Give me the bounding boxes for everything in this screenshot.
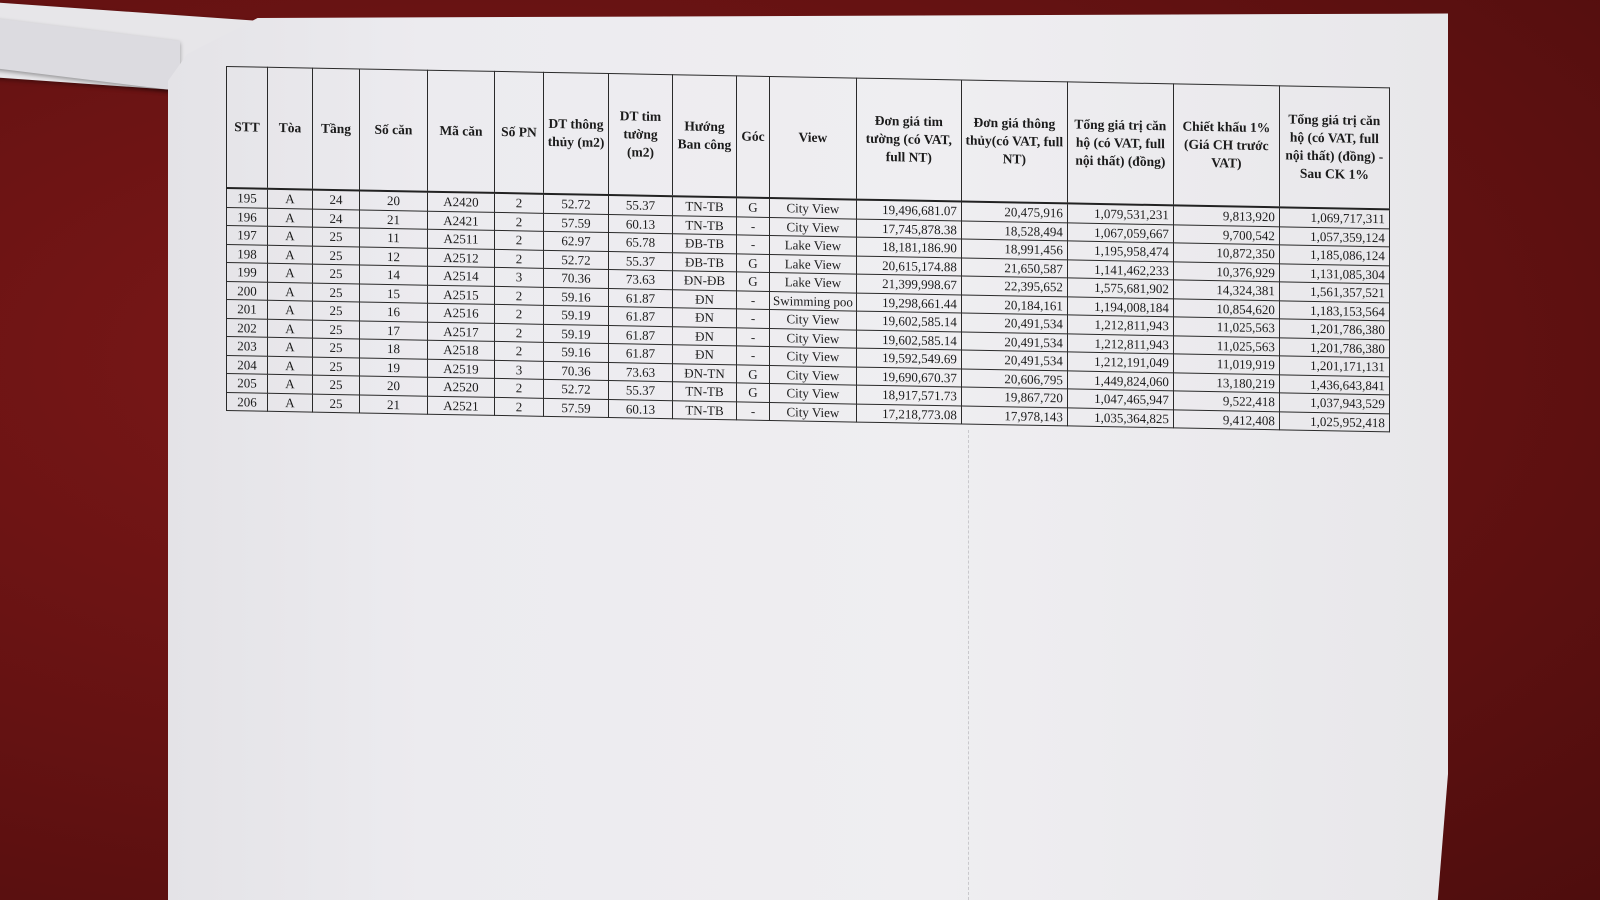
cell-tong-gia-tri-sau-ck: 1,185,086,124 (1279, 245, 1389, 266)
cell-don-gia-tim-tuong: 18,917,571.73 (856, 385, 961, 405)
apartment-price-table (226, 66, 1390, 432)
cell-tong-gia-tri: 1,035,364,825 (1067, 407, 1173, 427)
cell-dt-thong-thuy: 70.36 (544, 361, 609, 381)
cell-tong-gia-tri: 1,047,465,947 (1067, 389, 1173, 409)
cell-so-can: 20 (360, 190, 428, 210)
cell-stt: 204 (227, 355, 268, 374)
cell-tong-gia-tri: 1,079,531,231 (1067, 203, 1173, 224)
cell-huong-ban-cong: ĐB-TB (673, 252, 737, 272)
cell-don-gia-thong-thuy: 22,395,652 (961, 276, 1067, 296)
cell-so-can: 19 (360, 357, 428, 377)
cell-chiet-khau: 10,854,620 (1173, 298, 1279, 318)
cell-ma-can: A2421 (428, 211, 495, 231)
cell-so-can: 20 (360, 376, 428, 396)
header-chiet-khau: Chiết khấu 1% (Giá CH trước VAT) (1173, 84, 1279, 207)
cell-dt-thong-thuy: 59.16 (544, 342, 609, 362)
header-tang: Tầng (313, 68, 360, 190)
cell-toa: A (268, 319, 313, 338)
cell-don-gia-thong-thuy: 20,184,161 (961, 294, 1067, 314)
paper-fold-line (968, 430, 969, 900)
cell-toa: A (268, 245, 313, 264)
cell-tong-gia-tri-sau-ck: 1,201,171,131 (1279, 356, 1389, 377)
cell-stt: 201 (227, 300, 268, 319)
cell-don-gia-tim-tuong: 17,745,878.38 (856, 219, 961, 239)
cell-goc: G (737, 364, 770, 383)
header-tong-gia-tri-sau-ck: Tổng giá trị căn hộ (có VAT, full nội thất) (đồng) - Sau CK 1% (1279, 86, 1389, 210)
cell-chiet-khau: 13,180,219 (1173, 372, 1279, 392)
cell-stt: 202 (227, 318, 268, 337)
cell-stt: 195 (227, 188, 268, 208)
cell-tong-gia-tri: 1,212,811,943 (1067, 315, 1173, 335)
cell-view: City View (770, 402, 857, 422)
cell-huong-ban-cong: ĐN (673, 326, 737, 346)
cell-don-gia-tim-tuong: 20,615,174.88 (856, 256, 961, 276)
header-so-can: Số căn (360, 69, 428, 192)
cell-tang: 25 (313, 227, 360, 246)
cell-goc: G (737, 197, 770, 217)
header-ma-can: Mã căn (428, 70, 495, 193)
cell-chiet-khau: 9,700,542 (1173, 224, 1279, 244)
cell-dt-thong-thuy: 62.97 (544, 231, 609, 251)
cell-so-can: 21 (360, 209, 428, 229)
cell-don-gia-thong-thuy: 18,528,494 (961, 220, 1067, 240)
cell-tong-gia-tri: 1,067,059,667 (1067, 222, 1173, 242)
cell-chiet-khau: 9,813,920 (1173, 205, 1279, 226)
cell-view: City View (770, 328, 857, 348)
cell-goc: - (737, 216, 770, 235)
cell-toa: A (268, 208, 313, 227)
header-toa: Tòa (268, 67, 313, 189)
cell-tong-gia-tri: 1,212,191,049 (1067, 352, 1173, 372)
cell-so-can: 18 (360, 339, 428, 359)
cell-ma-can: A2520 (428, 377, 495, 397)
cell-view: City View (770, 198, 857, 219)
cell-don-gia-thong-thuy: 20,491,534 (961, 331, 1067, 351)
cell-toa: A (268, 393, 313, 412)
cell-ma-can: A2519 (428, 359, 495, 379)
cell-don-gia-tim-tuong: 21,399,998.67 (856, 274, 961, 294)
cell-don-gia-tim-tuong: 19,592,549.69 (856, 348, 961, 368)
cell-tong-gia-tri-sau-ck: 1,069,717,311 (1279, 207, 1389, 228)
cell-tang: 25 (313, 375, 360, 394)
cell-huong-ban-cong: TN-TB (673, 382, 737, 402)
cell-tong-gia-tri: 1,195,958,474 (1067, 241, 1173, 261)
cell-chiet-khau: 10,872,350 (1173, 243, 1279, 263)
cell-toa: A (268, 226, 313, 245)
cell-don-gia-tim-tuong: 19,298,661.44 (856, 293, 961, 313)
cell-don-gia-thong-thuy: 20,606,795 (961, 368, 1067, 388)
cell-dt-tim-tuong: 73.63 (609, 362, 673, 382)
cell-huong-ban-cong: TN-TB (673, 215, 737, 235)
cell-dt-thong-thuy: 59.16 (544, 287, 609, 307)
cell-tang: 24 (313, 190, 360, 210)
cell-huong-ban-cong: ĐB-TB (673, 234, 737, 254)
cell-don-gia-tim-tuong: 18,181,186.90 (856, 237, 961, 257)
cell-view: Lake View (770, 272, 857, 292)
cell-ma-can: A2516 (428, 303, 495, 323)
cell-stt: 199 (227, 263, 268, 282)
cell-so-pn: 3 (495, 267, 544, 286)
cell-goc: - (737, 327, 770, 346)
cell-don-gia-tim-tuong: 19,602,585.14 (856, 330, 961, 350)
cell-so-can: 17 (360, 320, 428, 340)
cell-view: City View (770, 365, 857, 385)
cell-tong-gia-tri: 1,194,008,184 (1067, 296, 1173, 316)
cell-toa: A (268, 189, 313, 209)
cell-huong-ban-cong: TN-TB (673, 400, 737, 420)
cell-tang: 25 (313, 394, 360, 413)
cell-view: City View (770, 383, 857, 403)
cell-huong-ban-cong: ĐN-TN (673, 363, 737, 383)
cell-ma-can: A2514 (428, 266, 495, 286)
cell-tong-gia-tri: 1,141,462,233 (1067, 259, 1173, 279)
cell-tong-gia-tri-sau-ck: 1,201,786,380 (1279, 337, 1389, 358)
cell-goc: - (737, 235, 770, 254)
cell-tong-gia-tri: 1,449,824,060 (1067, 370, 1173, 390)
cell-goc: - (737, 309, 770, 328)
cell-dt-thong-thuy: 57.59 (544, 213, 609, 233)
cell-tong-gia-tri-sau-ck: 1,131,085,304 (1279, 263, 1389, 284)
cell-dt-tim-tuong: 61.87 (609, 288, 673, 308)
cell-tong-gia-tri-sau-ck: 1,561,357,521 (1279, 282, 1389, 303)
cell-tang: 25 (313, 338, 360, 357)
cell-tong-gia-tri: 1,212,811,943 (1067, 333, 1173, 353)
cell-dt-tim-tuong: 60.13 (609, 214, 673, 234)
cell-toa: A (268, 356, 313, 375)
cell-goc: G (737, 383, 770, 402)
header-tong-gia-tri: Tổng giá trị căn hộ (có VAT, full nội thất) (đồng) (1067, 82, 1173, 205)
cell-huong-ban-cong: ĐN (673, 308, 737, 328)
cell-dt-tim-tuong: 73.63 (609, 270, 673, 290)
cell-toa: A (268, 282, 313, 301)
cell-dt-tim-tuong: 55.37 (609, 381, 673, 401)
cell-so-can: 16 (360, 302, 428, 322)
cell-huong-ban-cong: ĐN (673, 345, 737, 365)
table-header-row (227, 67, 1390, 210)
header-don-gia-thong-thuy: Đơn giá thông thủy(có VAT, full NT) (961, 80, 1067, 203)
cell-ma-can: A2511 (428, 229, 495, 249)
cell-dt-thong-thuy: 52.72 (544, 194, 609, 214)
cell-tang: 25 (313, 264, 360, 283)
cell-don-gia-thong-thuy: 20,491,534 (961, 313, 1067, 333)
header-don-gia-tim-tuong: Đơn giá tim tường (có VAT, full NT) (856, 78, 961, 201)
cell-tong-gia-tri-sau-ck: 1,183,153,564 (1279, 300, 1389, 321)
cell-dt-thong-thuy: 59.19 (544, 305, 609, 325)
cell-view: Lake View (770, 254, 857, 274)
cell-so-pn: 2 (495, 378, 544, 397)
cell-toa: A (268, 374, 313, 393)
cell-goc: G (737, 253, 770, 272)
cell-tang: 25 (313, 320, 360, 339)
cell-so-can: 11 (360, 228, 428, 248)
cell-don-gia-thong-thuy: 17,978,143 (961, 405, 1067, 425)
cell-toa: A (268, 263, 313, 282)
cell-view: City View (770, 346, 857, 366)
cell-chiet-khau: 14,324,381 (1173, 280, 1279, 300)
cell-dt-thong-thuy: 57.59 (544, 398, 609, 418)
cell-chiet-khau: 9,412,408 (1173, 409, 1279, 429)
cell-view: Swimming poo (770, 291, 857, 311)
cell-ma-can: A2512 (428, 248, 495, 268)
cell-so-can: 14 (360, 265, 428, 285)
cell-dt-tim-tuong: 65.78 (609, 233, 673, 253)
cell-goc: G (737, 272, 770, 291)
cell-toa: A (268, 337, 313, 356)
cell-so-pn: 2 (495, 323, 544, 342)
cell-view: City View (770, 309, 857, 329)
cell-dt-thong-thuy: 52.72 (544, 250, 609, 270)
cell-dt-tim-tuong: 61.87 (609, 344, 673, 364)
header-huong-ban-cong: Hướng Ban công (673, 75, 737, 198)
header-view: View (770, 76, 857, 199)
cell-so-pn: 2 (495, 341, 544, 360)
cell-stt: 206 (227, 392, 268, 411)
cell-tang: 25 (313, 357, 360, 376)
cell-huong-ban-cong: ĐN (673, 289, 737, 309)
cell-ma-can: A2518 (428, 340, 495, 360)
cell-so-pn: 2 (495, 304, 544, 323)
cell-stt: 197 (227, 226, 268, 245)
header-goc: Góc (737, 76, 770, 198)
cell-don-gia-thong-thuy: 18,991,456 (961, 239, 1067, 259)
cell-chiet-khau: 11,019,919 (1173, 354, 1279, 374)
cell-stt: 200 (227, 281, 268, 300)
header-dt-tim-tuong: DT tim tường (m2) (609, 74, 673, 197)
cell-don-gia-thong-thuy: 19,867,720 (961, 387, 1067, 407)
header-so-pn: Số PN (495, 71, 544, 193)
cell-ma-can: A2521 (428, 396, 495, 416)
cell-dt-thong-thuy: 59.19 (544, 324, 609, 344)
cell-goc: - (737, 401, 770, 420)
cell-so-can: 12 (360, 246, 428, 266)
cell-dt-tim-tuong: 55.37 (609, 251, 673, 271)
cell-so-pn: 2 (495, 230, 544, 249)
cell-view: City View (770, 217, 857, 237)
cell-tong-gia-tri-sau-ck: 1,057,359,124 (1279, 226, 1389, 247)
cell-so-pn: 2 (495, 397, 544, 416)
cell-chiet-khau: 9,522,418 (1173, 391, 1279, 411)
cell-don-gia-thong-thuy: 20,491,534 (961, 350, 1067, 370)
cell-don-gia-tim-tuong: 19,690,670.37 (856, 367, 961, 387)
cell-stt: 205 (227, 374, 268, 393)
cell-goc: - (737, 290, 770, 309)
cell-chiet-khau: 10,376,929 (1173, 261, 1279, 281)
cell-tong-gia-tri-sau-ck: 1,201,786,380 (1279, 319, 1389, 340)
cell-don-gia-tim-tuong: 19,602,585.14 (856, 311, 961, 331)
cell-so-pn: 2 (495, 286, 544, 305)
cell-so-can: 21 (360, 394, 428, 414)
cell-goc: - (737, 346, 770, 365)
cell-chiet-khau: 11,025,563 (1173, 317, 1279, 337)
cell-dt-thong-thuy: 70.36 (544, 268, 609, 288)
cell-toa: A (268, 300, 313, 319)
cell-dt-tim-tuong: 55.37 (609, 195, 673, 215)
cell-tang: 25 (313, 283, 360, 302)
cell-stt: 196 (227, 207, 268, 226)
cell-so-pn: 2 (495, 193, 544, 213)
cell-tang: 24 (313, 209, 360, 228)
cell-so-pn: 3 (495, 360, 544, 379)
cell-dt-tim-tuong: 61.87 (609, 307, 673, 327)
cell-chiet-khau: 11,025,563 (1173, 335, 1279, 355)
cell-view: Lake View (770, 235, 857, 255)
table-body (227, 188, 1390, 432)
price-table-wrapper (226, 66, 1390, 432)
cell-don-gia-tim-tuong: 17,218,773.08 (856, 404, 961, 424)
cell-ma-can: A2517 (428, 322, 495, 342)
cell-tong-gia-tri-sau-ck: 1,436,643,841 (1279, 374, 1389, 395)
cell-huong-ban-cong: ĐN-ĐB (673, 271, 737, 291)
cell-tong-gia-tri-sau-ck: 1,025,952,418 (1279, 411, 1389, 432)
header-dt-thong-thuy: DT thông thủy (m2) (544, 72, 609, 195)
cell-so-pn: 2 (495, 249, 544, 268)
cell-don-gia-thong-thuy: 21,650,587 (961, 257, 1067, 277)
cell-dt-tim-tuong: 61.87 (609, 325, 673, 345)
cell-tang: 25 (313, 301, 360, 320)
cell-so-can: 15 (360, 283, 428, 303)
cell-ma-can: A2515 (428, 285, 495, 305)
cell-tong-gia-tri: 1,575,681,902 (1067, 278, 1173, 298)
cell-ma-can: A2420 (428, 192, 495, 212)
cell-dt-tim-tuong: 60.13 (609, 399, 673, 419)
cell-stt: 198 (227, 244, 268, 263)
cell-tong-gia-tri-sau-ck: 1,037,943,529 (1279, 393, 1389, 414)
cell-don-gia-thong-thuy: 20,475,916 (961, 201, 1067, 222)
cell-stt: 203 (227, 337, 268, 356)
header-stt: STT (227, 67, 268, 189)
cell-tang: 25 (313, 246, 360, 265)
cell-so-pn: 2 (495, 212, 544, 231)
cell-huong-ban-cong: TN-TB (673, 196, 737, 216)
cell-dt-thong-thuy: 52.72 (544, 379, 609, 399)
cell-don-gia-tim-tuong: 19,496,681.07 (856, 200, 961, 221)
